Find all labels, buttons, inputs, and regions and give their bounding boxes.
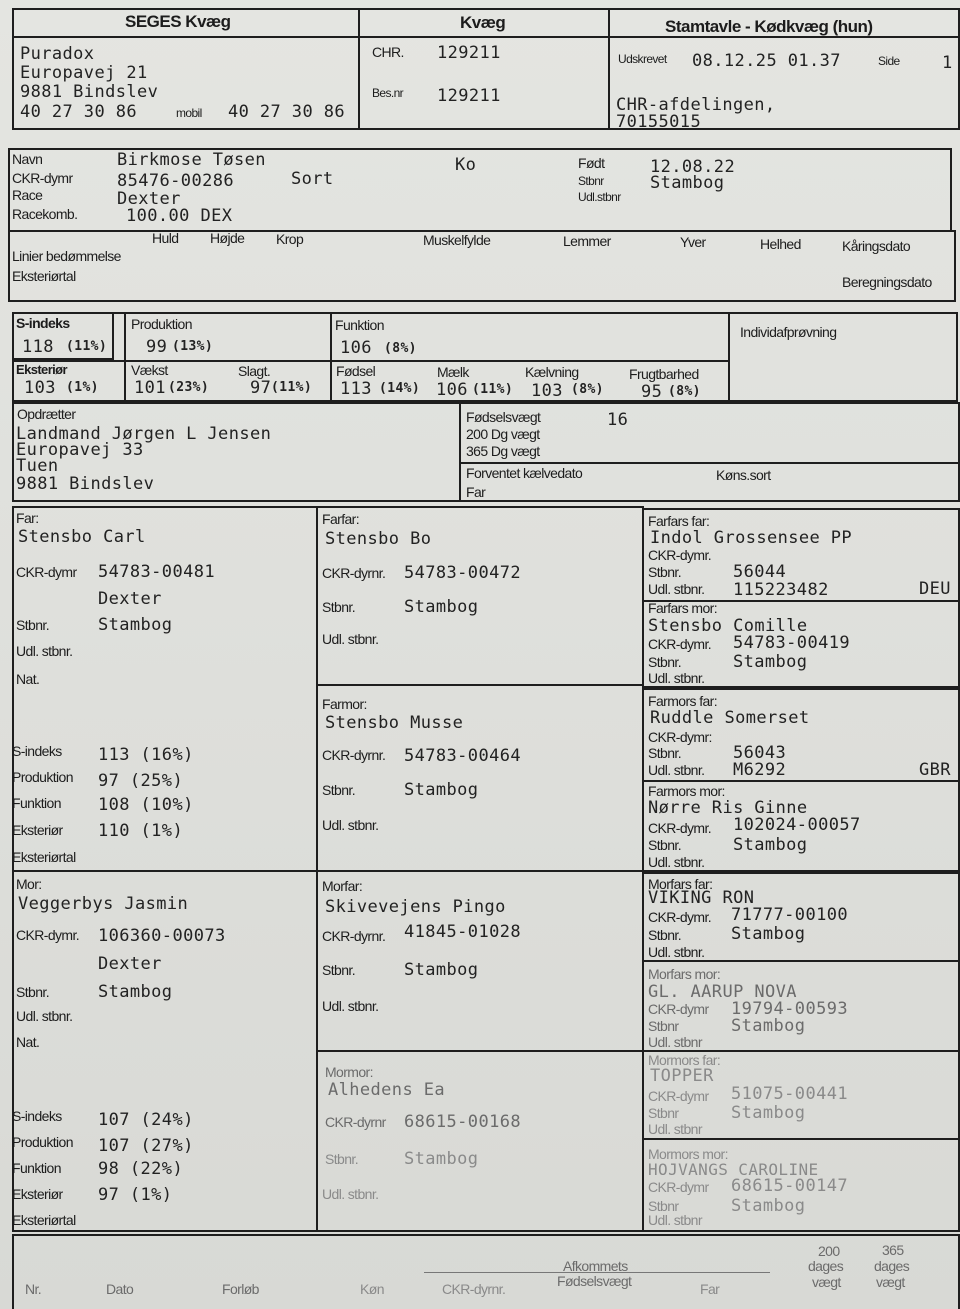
sire-frame [12,506,318,872]
dept-line-1: CHR-afdelingen, [616,95,776,115]
farfar-label: Farfar: [322,511,360,527]
ckr-label: CKR-dymr [12,170,73,186]
gg3-label: Farmors far: [648,693,718,709]
dam-stbnr: Stambog [98,982,173,1002]
s-index-pct: (11%) [66,339,108,354]
morfar-udl-label: Udl. stbnr. [322,998,379,1014]
sire-stbnr-label: Stbnr. [16,617,49,633]
eval-header-lemmer: Lemmer [563,233,611,249]
dam-stbnr-label: Stbnr. [16,984,49,1000]
farfar-ckr: 54783-00472 [404,563,521,583]
gg5-label: Morfars far: [648,876,713,892]
gg6-ckr-label: CKR-dymr [648,1001,709,1017]
dam-exterior-label: Eksteriør [12,1186,63,1202]
dam-ckr: 106360-00073 [98,926,226,946]
dam-name: Veggerbys Jasmin [18,894,189,914]
gg2-stbnr-label: Stbnr. [648,654,681,670]
sire-exterior-number-label: Eksteriørtal [12,849,76,865]
dam-udl-label: Udl. stbnr. [16,1008,73,1024]
printed-label: Udskrevet [618,52,667,66]
exterior-label: Eksteriør [16,362,67,377]
calving-label: Kælvning [525,364,579,380]
offspring-col-sire: Far [700,1281,720,1297]
gg2-ckr: 54783-00419 [733,633,850,653]
dam-exterior-number-label: Eksteriørtal [12,1212,76,1228]
sire-production-label: Produktion [12,769,73,785]
breeder-line-2: Europavej 33 [16,440,144,460]
gg1-name: Indol Grossensee PP [650,528,853,548]
calving-value: 103 [531,381,563,401]
breeder-label: Opdrætter [17,406,76,422]
animal-color: Sort [291,169,334,189]
dam-s-index: 107 (24%) [98,1110,194,1130]
gg4-name: Nørre Ris Ginne [648,798,808,818]
eval-header-yver: Yver [680,234,706,250]
growth-value: 101 [134,378,166,398]
system-name: Kvæg [460,13,506,32]
sire-name: Stensbo Carl [18,527,146,547]
udl-label: Udl.stbnr [578,190,621,204]
gg3-country: GBR [919,760,951,780]
morfar-stbnr: Stambog [404,960,479,980]
racekomb-label: Racekomb. [12,206,78,222]
eval-header-krop: Krop [276,231,304,247]
besnr-label: Bes.nr [372,86,404,100]
morfar-ckr: 41845-01028 [404,922,521,942]
gg3-udl-label: Udl. stbnr. [648,762,705,778]
animal-born: 12.08.22 [650,157,736,177]
offspring-w200-l2: dages [808,1258,844,1274]
weight-200-label: 200 Dg vægt [466,426,540,442]
milk-pct: (11%) [472,382,514,397]
dam-exterior: 97 (1%) [98,1185,173,1205]
birth-weight-label: Fødselsvægt [466,409,541,425]
exterior-number-label: Eksteriørtal [12,268,76,284]
breeder-line-4: 9881 Bindslev [16,474,155,494]
gg1-label: Farfars far: [648,513,710,529]
farmor-stbnr-label: Stbnr. [322,782,355,798]
gg7-ckr-label: CKR-dymr [648,1088,709,1104]
offspring-col-ckr: CKR-dyrnr. [442,1281,506,1297]
lines-eval-label: Linier bedømmelse [12,248,121,264]
eval-header-muskelfylde: Muskelfylde [423,232,491,248]
gg8-ckr: 68615-00147 [731,1176,848,1196]
animal-type: Ko [455,155,477,175]
sire-function: 108 (10%) [98,795,194,815]
index-col-3 [728,312,730,402]
farmor-ckr: 54783-00464 [404,746,521,766]
gg6-name: GL. AARUP NOVA [648,982,797,1002]
offspring-title: Afkommets [563,1258,628,1274]
header-col-divider-1 [358,8,360,130]
dam-ckr-label: CKR-dymr. [16,927,80,943]
function-pct: (8%) [384,341,417,356]
gg1-stbnr: 56044 [733,562,787,582]
animal-ckr: 85476-00286 [117,171,234,191]
gg1-country: DEU [919,579,951,599]
function-label: Funktion [335,317,384,333]
animal-race: Dexter [117,189,181,209]
dam-function: 98 (22%) [98,1159,184,1179]
born-label: Født [578,155,605,171]
dept-line-2: 70155015 [616,112,702,132]
birth-pct: (14%) [379,381,421,396]
farmor-stbnr: Stambog [404,780,479,800]
gg4-udl-label: Udl. stbnr. [648,854,705,870]
gg2-stbnr: Stambog [733,652,808,672]
stbnr-label: Stbnr [578,174,604,188]
gg7-label: Mormors far: [648,1052,721,1068]
growth-label: Vækst [131,362,168,378]
gg3-name: Ruddle Somerset [650,708,810,728]
offspring-w365-l2: dages [874,1258,910,1274]
breeder-line-3: Tuen [16,456,59,476]
index-col-1 [124,312,126,402]
gg7-name: TOPPER [650,1066,714,1086]
sire-stbnr: Stambog [98,615,173,635]
page-label: Side [878,54,900,68]
gg6-stbnr: Stambog [731,1016,806,1036]
gg4-stbnr: Stambog [733,835,808,855]
index-row-divider [12,360,730,362]
s-index-value: 118 [22,337,54,357]
birth-value: 113 [340,379,372,399]
gg3-stbnr-label: Stbnr. [648,745,681,761]
gg8-label: Mormors mor: [648,1146,728,1162]
gg3-ckr-label: CKR-dymr: [648,729,712,745]
index-col-2 [330,312,332,402]
mormor-stbnr-label: Stbnr. [325,1151,358,1167]
mormor-stbnr: Stambog [404,1149,479,1169]
morfar-stbnr-label: Stbnr. [322,962,355,978]
gg3-udl: M6292 [733,760,787,780]
gg2-udl-label: Udl. stbnr. [648,670,705,686]
eval-header-helhed: Helhed [760,236,801,252]
gg1-udl-label: Udl. stbnr. [648,581,705,597]
fertility-label: Frugtbarhed [629,366,699,382]
morfar-label: Morfar: [322,878,363,894]
breeder-line-1: Landmand Jørgen L Jensen [16,424,272,444]
gg8-name: HOJVANGS CAROLINE [648,1160,819,1179]
gg7-stbnr-label: Stbnr [648,1105,679,1121]
breeder-row-divider [459,462,960,464]
individ-label: Individafprøvning [740,324,837,340]
gg5-stbnr: Stambog [731,924,806,944]
birth-label: Fødsel [336,363,376,379]
gg4-label: Farmors mor: [648,783,725,799]
mormor-udl-label: Udl. stbnr. [322,1186,379,1202]
gg8-stbnr: Stambog [731,1196,806,1216]
fertility-pct: (8%) [668,384,701,399]
slaughter-pct: (11%) [271,380,313,395]
gg2-label: Farfars mor: [648,600,718,616]
gg6-udl-label: Udl. stbnr [648,1034,702,1050]
sender-line-3: 9881 Bindslev [20,82,159,102]
farfar-udl-label: Udl. stbnr. [322,631,379,647]
exterior-pct: (1%) [66,380,99,395]
breeder-col-divider [459,402,461,502]
farmor-ckr-label: CKR-dyrnr. [322,747,386,763]
sire-function-label: Funktion [12,795,61,811]
birth-weight-value: 16 [607,410,629,430]
calving-pct: (8%) [571,382,604,397]
gg6-stbnr-label: Stbnr [648,1018,679,1034]
printed-value: 08.12.25 01.37 [692,51,841,71]
production-pct: (13%) [172,339,214,354]
sire-exterior-label: Eksteriør [12,822,63,838]
besnr-value: 129211 [437,86,501,106]
gg5-stbnr-label: Stbnr. [648,927,681,943]
expected-calving-label: Forventet kælvedato [466,465,583,481]
offspring-w365-l3: vægt [876,1274,905,1290]
milk-label: Mælk [437,364,469,380]
slaughter-label: Slagt. [238,363,271,379]
farfar-ckr-label: CKR-dyrnr. [322,565,386,581]
offspring-w365-l1: 365 [882,1242,904,1258]
farmor-label: Farmor: [322,696,367,712]
offspring-col-nr: Nr. [25,1281,42,1297]
morfar-ckr-label: CKR-dyrnr. [322,928,386,944]
production-value: 99 [146,337,168,357]
weight-365-label: 365 Dg vægt [466,443,540,459]
gg7-ckr: 51075-00441 [731,1084,848,1104]
gg5-ckr: 71777-00100 [731,905,848,925]
chr-label: CHR. [372,44,404,60]
sex-sort-label: Køns.sort [716,467,771,483]
document-title: Stamtavle - Kødkvæg (hun) [665,17,873,36]
milk-value: 106 [436,380,468,400]
exterior-value: 103 [24,378,56,398]
animal-racekomb: 100.00 DEX [126,206,233,226]
growth-pct: (23%) [168,380,210,395]
mormor-name: Alhedens Ea [328,1080,445,1100]
gg8-udl-label: Udl. stbnr [648,1212,702,1228]
sender-mobile: 40 27 30 86 [228,102,345,122]
sire-production: 97 (25%) [98,771,184,791]
eval-header-kaaringsdato: Kåringsdato [842,238,911,254]
mormor-ckr: 68615-00168 [404,1112,521,1132]
sire-exterior: 110 (1%) [98,821,184,841]
gg4-ckr-label: CKR-dymr. [648,820,712,836]
farfar-stbnr: Stambog [404,597,479,617]
mormor-ckr-label: CKR-dyrnr [325,1114,386,1130]
dam-label: Mor: [16,876,42,892]
function-value: 106 [340,338,372,358]
eval-header-hojde: Højde [210,230,245,246]
sire-udl-label: Udl. stbnr. [16,643,73,659]
offspring-w200-l1: 200 [818,1243,840,1259]
slaughter-value: 97 [250,378,272,398]
gg5-ckr-label: CKR-dymr. [648,909,712,925]
gg5-udl-label: Udl. stbnr. [648,944,705,960]
sender-mobile-label: mobil [176,106,202,120]
eval-header-huld: Huld [152,230,179,246]
gg8-ckr-label: CKR-dymr [648,1179,709,1195]
fertility-value: 95 [641,382,663,402]
morfar-name: Skivevejens Pingo [325,897,506,917]
gg4-stbnr-label: Stbnr. [648,837,681,853]
offspring-col-sex: Køn [360,1281,384,1297]
farmor-udl-label: Udl. stbnr. [322,817,379,833]
sire-s-index: 113 (16%) [98,745,194,765]
mormor-label: Mormor: [325,1064,373,1080]
production-label: Produktion [131,316,192,332]
gg6-ckr: 19794-00593 [731,999,848,1019]
sire-s-index-label: S-indeks [12,743,62,759]
sire-nat-label: Nat. [16,671,40,687]
race-label: Race [12,187,43,203]
gg1-udl: 115223482 [733,580,829,600]
s-index-label: S-indeks [16,315,70,331]
farfar-stbnr-label: Stbnr. [322,599,355,615]
gg5-name: VIKING RON [648,888,755,908]
gg8-stbnr-label: Stbnr [648,1198,679,1214]
gg3-stbnr: 56043 [733,743,787,763]
sender-line-2: Europavej 21 [20,63,148,83]
dam-nat-label: Nat. [16,1034,40,1050]
page-value: 1 [942,53,953,73]
sire-label: Far: [16,510,39,526]
dam-production: 107 (27%) [98,1136,194,1156]
sire-race: Dexter [98,589,162,609]
chr-value: 129211 [437,43,501,63]
offspring-col-date: Dato [106,1281,134,1297]
gg4-ckr: 102024-00057 [733,815,861,835]
sire-label-small: Far [466,484,486,500]
farmor-name: Stensbo Musse [325,713,464,733]
gg1-ckr-label: CKR-dymr. [648,547,712,563]
animal-name: Birkmose Tøsen [117,150,266,170]
offspring-col-birthweight: Fødselsvægt [557,1273,632,1289]
dam-race: Dexter [98,954,162,974]
header-col-divider-2 [608,8,610,130]
org-name: SEGES Kvæg [125,12,231,31]
sender-line-1: Puradox [20,44,95,64]
name-label: Navn [12,151,43,167]
dam-production-label: Produktion [12,1134,73,1150]
calc-date-label: Beregningsdato [842,274,932,290]
dam-s-index-label: S-indeks [12,1108,62,1124]
gg6-label: Morfars mor: [648,966,721,982]
animal-stbnr: Stambog [650,173,725,193]
sender-phone: 40 27 30 86 [20,102,137,122]
gg2-name: Stensbo Comille [648,616,808,636]
sire-ckr: 54783-00481 [98,562,215,582]
gg7-stbnr: Stambog [731,1103,806,1123]
offspring-col-course: Forløb [222,1281,259,1297]
gg7-udl-label: Udl. stbnr [648,1121,702,1137]
farfar-name: Stensbo Bo [325,529,432,549]
dam-function-label: Funktion [12,1160,61,1176]
gg2-ckr-label: CKR-dymr. [648,636,712,652]
gg1-stbnr-label: Stbnr. [648,564,681,580]
offspring-w200-l3: vægt [812,1274,841,1290]
sire-ckr-label: CKR-dymr [16,564,77,580]
